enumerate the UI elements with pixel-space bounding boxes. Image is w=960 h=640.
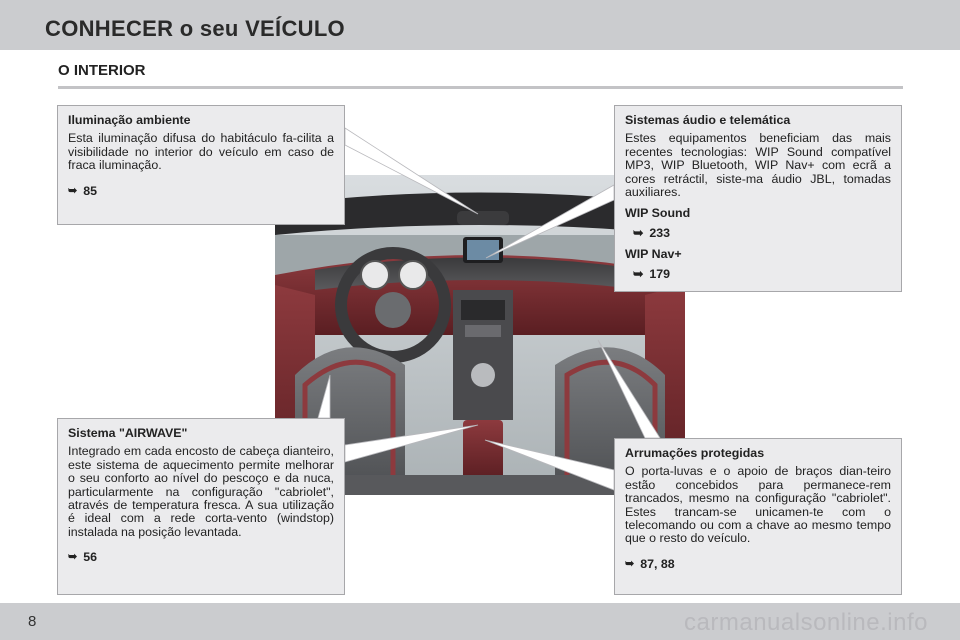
- page-reference-number: 87, 88: [640, 556, 675, 571]
- page-reference-arrow-icon: ➥: [68, 551, 78, 564]
- watermark: carmanualsonline.info: [684, 609, 928, 636]
- page-reference[interactable]: [633, 268, 891, 281]
- page-header: [0, 0, 960, 50]
- callout-heading: Sistema "AIRWAVE": [68, 426, 188, 440]
- section-divider: [58, 86, 903, 89]
- callout-heading: Iluminação ambiente: [68, 113, 191, 127]
- page-reference[interactable]: [633, 227, 891, 240]
- callout-ambient-lighting: [57, 105, 345, 225]
- callout-audio-telematics: [614, 105, 902, 292]
- page-footer: [0, 603, 960, 640]
- callout-text: Integrado em cada encosto de cabeça dianteiro, este sistema de aquecimento permite melhorar o seu conforto ao nível do pescoço e da nuca, particularmente na configuração "cabriolet", através de temperatura fresca. A sua utilização é ideal com a rede corta-vento (windstop) instalada na posição levantada.: [68, 444, 334, 539]
- callout-protected-storage: [614, 438, 902, 595]
- page-reference[interactable]: [68, 185, 334, 198]
- page-title: CONHECER o seu VEÍCULO: [45, 16, 345, 41]
- section-title: O INTERIOR: [58, 62, 146, 79]
- page-reference-number: 179: [649, 266, 671, 281]
- callout-subheading-wip-nav: WIP Nav+: [625, 247, 682, 262]
- page-reference-arrow-icon: ➥: [633, 225, 644, 240]
- page-reference-arrow-icon: ➥: [625, 557, 635, 570]
- callout-heading: Arrumações protegidas: [625, 446, 765, 460]
- callout-text: Estes equipamentos beneficiam das mais recentes tecnologias: WIP Sound compatível MP3, WIP Bluetooth, WIP Nav+ com ecrã a cores retráctil, siste-ma áudio JBL, tomadas auxiliares.: [625, 131, 891, 200]
- page-reference-arrow-icon: ➥: [633, 266, 644, 281]
- page-reference[interactable]: [625, 558, 891, 571]
- page-number: 8: [28, 613, 37, 630]
- callout-heading: Sistemas áudio e telemática: [625, 113, 791, 127]
- page-reference-number: 56: [83, 550, 98, 565]
- callout-text: O porta-luvas e o apoio de braços dian-teiro estão concebidos para permanece-rem trancados, mesmo na configuração "cabriolet". Estes trancam-se unicamen-te com o telecomando ou com a chave ao mesmo tempo que o resto do veículo.: [625, 464, 891, 546]
- callout-subheading-wip-sound: WIP Sound: [625, 206, 691, 221]
- page-reference-number: 233: [649, 225, 671, 240]
- callout-text: Esta iluminação difusa do habitáculo fa-cilita a visibilidade no interior do veículo em caso de fraca iluminação.: [68, 131, 334, 173]
- page-reference-number: 85: [83, 183, 98, 198]
- page-reference-arrow-icon: ➥: [68, 184, 78, 197]
- page-reference[interactable]: [68, 551, 334, 564]
- callout-airwave-system: [57, 418, 345, 595]
